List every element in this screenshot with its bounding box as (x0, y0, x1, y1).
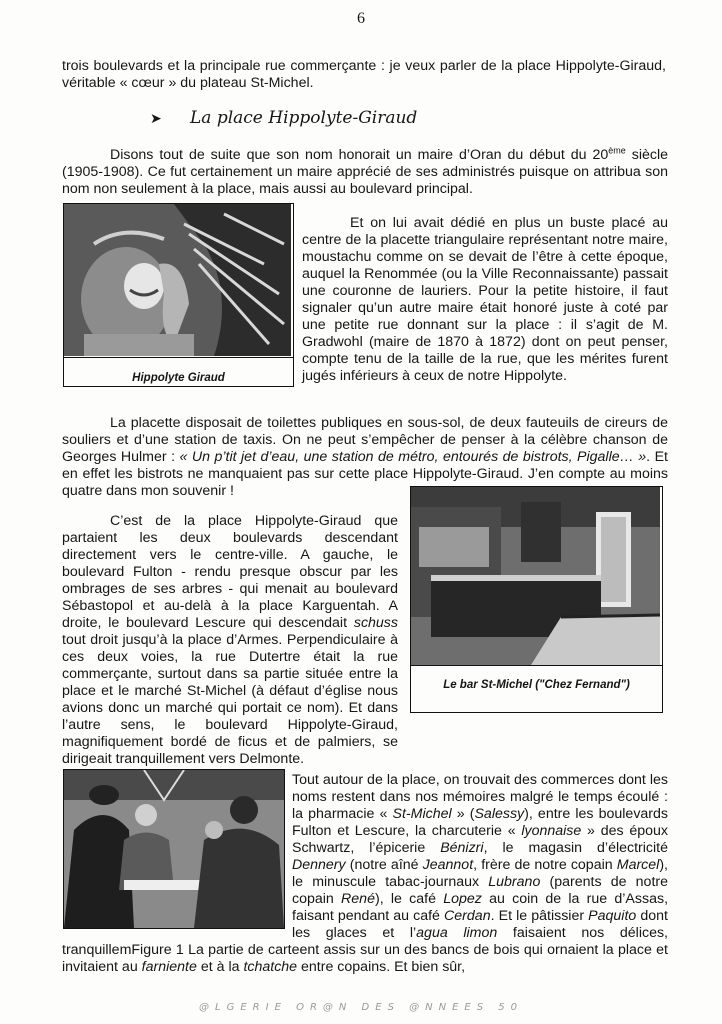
arrow-bullet-icon: ➤ (150, 111, 162, 127)
page-number: 6 (357, 10, 365, 27)
paragraph-commerces: Tout autour de la place, on trouvait des commerces dont les noms restent dans nos mémoires malgré le temps écoulé : la pharmacie « St-Michel » (Salessy), entre les boulevards Fulton et Lescure, la charcuterie « lyonnaise » des époux Schwartz, l’épicerie Bénizri, le magasin d’électricité Dennery (notre aîné Jeannot, frère de notre copain Marcel), le minuscule tabac-journaux Lubrano (parents de notre copain René), le café Lopez au coin de la rue d’Assas, faisant pendant au café Cerdan. Et le pâtissier Paquito dont les glaces et l’agua limon faisaient nos délices, tranquillemFigure 1 La partie de carteent assis sur un des bancs de bois qui ornaient la place et invitaient au farniente et à la tchatche entre copains. Et bien sûr, (62, 772, 669, 975)
bar-photo (411, 487, 660, 665)
section-heading (150, 108, 417, 128)
caption-bar: Le bar St-Michel ("Chez Fernand") (410, 665, 663, 713)
page-footer: @LGERIE OR@N DES @NNEES 50 (199, 1002, 523, 1013)
paragraph-bust: Et on lui avait dédié en plus un buste placé au centre de la placette triangulaire représentant notre maire, moustachu comme on se devait de l’être à cette époque, auquel la Renommée (ou la Ville Reconnaissante) passait une couronne de lauriers. Pour la petite histoire, il faut signaler qu’un autre maire était honoré juste à coté par une petite rue donnant sur la place : il s’agit de M. Gradwohl (maire de 1870 à 1872) dont on peut penser, compte tenu de la taille de la rue, que les mérites furent jugés inférieurs à ceux de notre Hippolyte. (302, 215, 668, 384)
paragraph-mayor-intro: Disons tout de suite que son nom honorait un maire d’Oran du début du 20ème siècle (1905-1908). Ce fut certainement un maire apprécié de ses administrés puisque on attribua son nom non seulement à la place, mais aussi au boulevard principal. (62, 145, 668, 197)
photo-wrap-spacer (62, 772, 292, 932)
section-title: La place Hippolyte-Giraud (190, 108, 418, 128)
intro-paragraph: trois boulevards et la principale rue commerçante : je veux parler de la place Hippolyte-Giraud, véritable « cœur » du plateau St-Michel. (62, 58, 666, 91)
bust-photo (64, 204, 291, 356)
paragraph-boulevards: C’est de la place Hippolyte-Giraud que partaient les deux boulevards descendant directement vers le centre-ville. A gauche, le boulevard Fulton - rendu presque obscur par les ombrages de ses arbres - qui menait au boulevard Sébastopol et au-delà à la place Karguentah. A droite, le boulevard Lescure qui descendait schuss tout droit jusqu’à la place d’Armes. Perpendiculaire à ces deux voies, la rue Dutertre était la rue commerçante, surtout dans sa partie située entre la place et le marché St-Michel (à défaut d’église nous avions donc un marché qui portait ce nom). Et dans l’autre sens, le boulevard Hippolyte-Giraud, magnifiquement bordé de ficus et de palmiers, se dirigeait tranquillement vers Delmonte. (62, 513, 398, 767)
paragraph-placette: La placette disposait de toilettes publiques en sous-sol, de deux fauteuils de cireurs de souliers et d’une station de taxis. On ne peut s’empêcher de penser à la célèbre chanson de Georges Hulmer : « Un p’tit jet d’eau, une station de métro, entourés de bistrots, Pigalle… ». Et en effet les bistrots ne manquaient pas sur cette place Hippolyte-Giraud. J’en compte au moins quatre dans mon souvenir ! (62, 415, 668, 499)
caption-bust: Hippolyte Giraud (63, 357, 294, 387)
